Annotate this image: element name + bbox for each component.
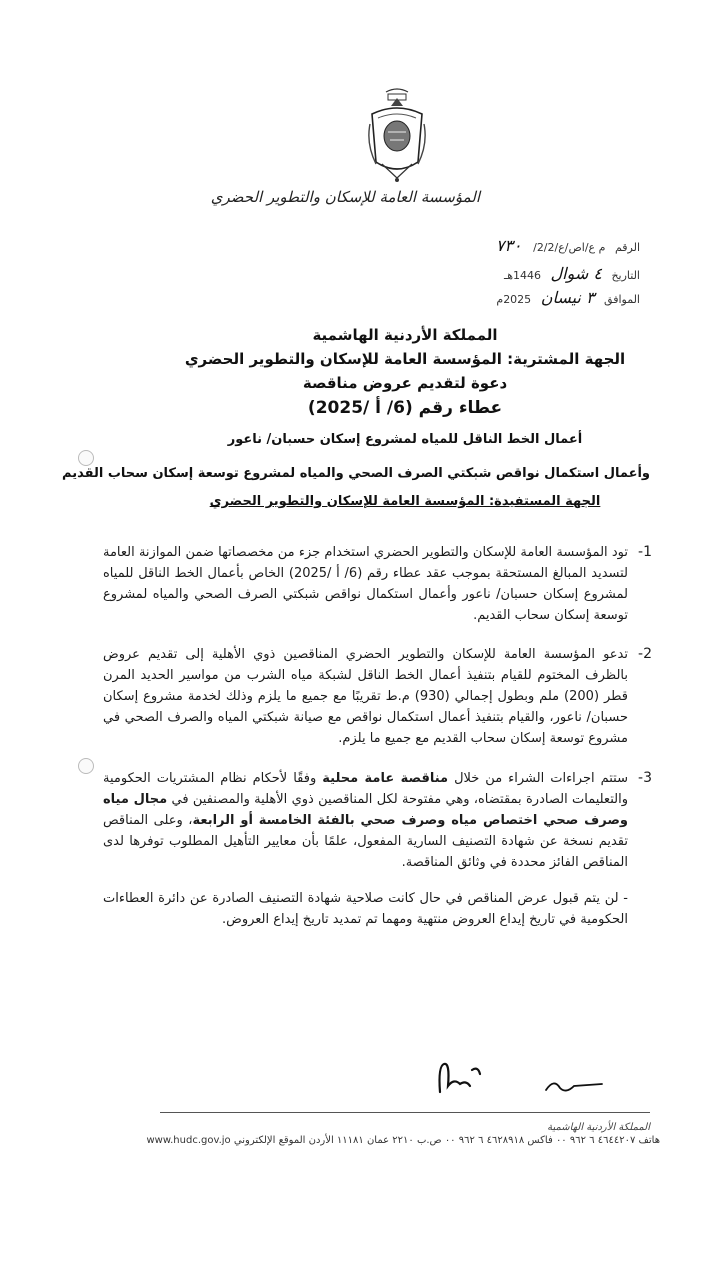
- punch-hole-top: [78, 450, 94, 466]
- footer-kingdom: المملكة الأردنية الهاشمية: [547, 1122, 650, 1133]
- hijri-date: [504, 264, 640, 283]
- paragraph-1-text: تود المؤسسة العامة للإسكان والتطوير الحضري استخدام جزء من مخصصاتها ضمن الموازنة العامة لتسديد المبالغ المستحقة بموجب عقد عطاء رقم (6/ أ /2025) الخاص بأعمال الخط الناقل للمياه لمشروع إسكان حسبان/ ناعور وأعمال استكمال نواقص شبكتي الصرف الصحي والمياه لمشروع توسعة إسكان سحاب القديم.: [103, 545, 629, 623]
- paragraph-4: [103, 888, 628, 930]
- signature-left: [540, 1072, 610, 1098]
- corresponding-label: الموافق: [604, 293, 640, 306]
- paragraph-3-text-e: ، وعلى المناقص تقديم نسخة عن شهادة التصنيف السارية المفعول، علمًا بأن معايير التأهيل المطلوب توفرها لدى المناقص الفائز محددة في وثائق المناقصة.: [103, 813, 628, 870]
- date-value: 1446هـ: [503, 269, 542, 282]
- date-label: التاريخ: [611, 269, 640, 282]
- date-handwritten: ٤ شوال: [550, 264, 602, 283]
- paragraph-1: [103, 542, 652, 626]
- corresponding-handwritten: ٣ نيسان: [540, 288, 595, 307]
- tender-number: عطاء رقم (6/ أ /2025): [307, 398, 503, 418]
- reference-value: م ع/اص/ع/2/2/: [533, 241, 606, 254]
- reference-handwritten: ٧٣٠: [495, 236, 522, 255]
- beneficiary-entity: الجهة المستفيدة: المؤسسة العامة للإسكان والتطوير الحضري: [209, 494, 601, 509]
- footer-divider: [160, 1112, 650, 1113]
- project-title-2: وأعمال استكمال نواقص شبكتي الصرف الصحي والمياه لمشروع توسعة إسكان سحاب القديم: [62, 466, 650, 481]
- invitation-title: دعوة لتقديم عروض مناقصة: [302, 374, 508, 392]
- coat-of-arms-emblem: [364, 84, 430, 184]
- punch-hole-bottom: [78, 758, 94, 774]
- purchasing-entity: الجهة المشترية: المؤسسة العامة للإسكان والتطوير الحضري: [184, 350, 626, 368]
- footer-contact: هاتف ٤٦٤٤٢٠٧ ٦ ٩٦٢ ٠٠ فاكس ٤٦٢٨٩١٨ ٦ ٩٦٢ ٠٠ ص.ب ٢٢١٠ عمان ١١١٨١ الأردن الموقع الإلكتروني www.hudc.gov.jo: [146, 1135, 660, 1146]
- paragraph-3-text-c: وفقًا لأحكام نظام المشتريات الحكومية والتعليمات الصادرة بمقتضاه، وهي مفتوحة لكل المناقصين ذوي الأهلية والمصنفين في: [103, 771, 628, 807]
- paragraph-3-bold-classification: مجال مياه وصرف صحي اختصاص مياه وصرف صحي بالفئة الخامسة أو الرابعة: [103, 792, 628, 828]
- paragraph-3-bold-tender-type: مناقصة عامة محلية: [322, 771, 449, 786]
- project-title-1: أعمال الخط الناقل للمياه لمشروع إسكان حسبان/ ناعور: [227, 432, 583, 447]
- paragraph-4-text: - لن يتم قبول عرض المناقص في حال كانت صلاحية شهادة التصنيف الصادرة عن دائرة العطاءات الحكومية في تاريخ إيداع العروض منتهية ومهما تم تمديد تاريخ إيداع العروض.: [103, 891, 628, 927]
- organization-name: المؤسسة العامة للإسكان والتطوير الحضري: [210, 188, 480, 206]
- paragraph-1-number: 1-: [638, 544, 652, 560]
- reference-label: الرقم: [614, 241, 640, 254]
- gregorian-date: [496, 288, 640, 307]
- paragraph-2-number: 2-: [638, 646, 652, 662]
- signature-right: [420, 1056, 490, 1098]
- kingdom-title: المملكة الأردنية الهاشمية: [312, 326, 498, 344]
- reference-number: [496, 236, 640, 255]
- paragraph-2: [103, 644, 652, 749]
- paragraph-3-text-a: ستتم اجراءات الشراء من خلال: [454, 771, 628, 786]
- paragraph-3-number: 3-: [638, 770, 652, 786]
- corresponding-value: 2025م: [496, 293, 532, 306]
- paragraph-3: [103, 768, 652, 873]
- paragraph-2-text: تدعو المؤسسة العامة للإسكان والتطوير الحضري المناقصين ذوي الأهلية إلى تقديم عروض بالظرف المختوم للقيام بتنفيذ أعمال الخط الناقل لشبكة مياه الشرب من مواسير الحديد المرن قطر (200) ملم وبطول إجمالي (930) م.ط تقريبًا مع جميع ما يلزم وذلك لخدمة مشروع إسكان حسبان/ ناعور، والقيام بتنفيذ أعمال استكمال نواقص مع صيانة شبكتي المياه والصرف الصحي في مشروع توسعة إسكان سحاب القديم مع جميع ما يلزم.: [103, 647, 628, 746]
